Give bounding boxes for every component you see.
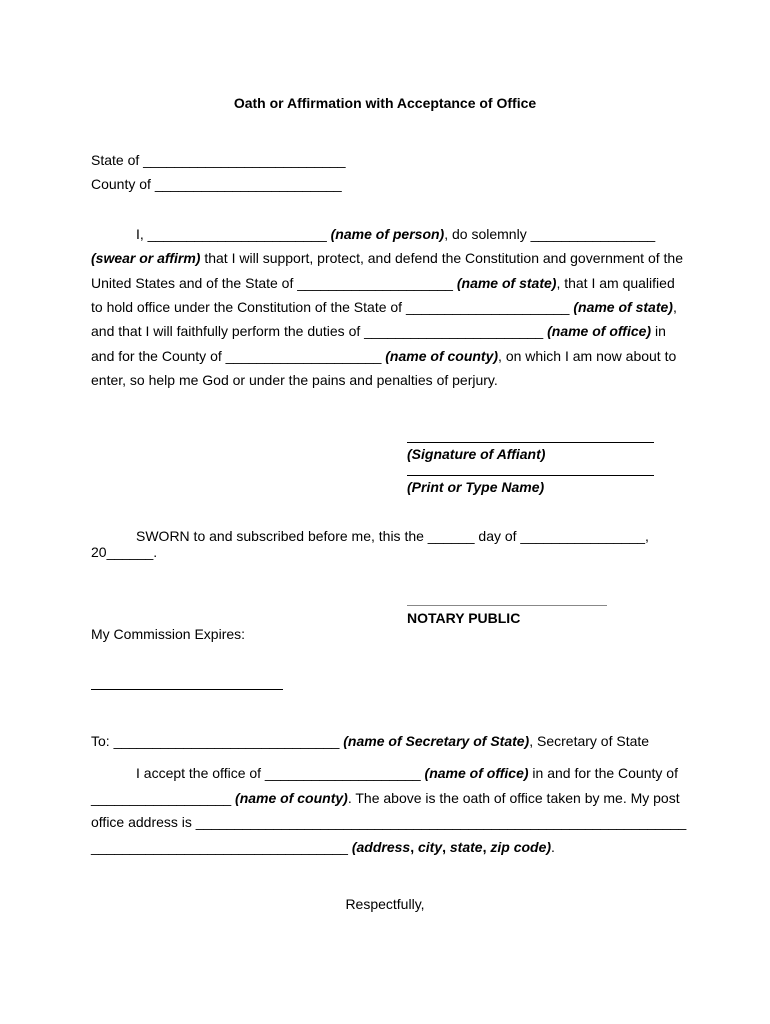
commission-date-line bbox=[91, 689, 283, 690]
notary-public-label: NOTARY PUBLIC bbox=[407, 610, 521, 626]
oath-text: and that I will faithfully perform the duties of _______________________ bbox=[91, 323, 548, 339]
oath-line-4 bbox=[91, 298, 677, 316]
sworn-line-2: 20______. bbox=[91, 544, 158, 560]
oath-text: and for the County of ____________________ bbox=[91, 348, 386, 364]
oath-line-3 bbox=[91, 274, 675, 292]
accept-text: _________________________________ bbox=[91, 839, 352, 855]
signature-line bbox=[407, 442, 654, 443]
oath-field-label: (name of office) bbox=[547, 323, 652, 339]
document-title: Oath or Affirmation with Acceptance of Office bbox=[233, 95, 537, 111]
oath-text: , that I am qualified bbox=[556, 275, 675, 291]
accept-line-2 bbox=[91, 789, 680, 807]
accept-line-3: office address is _______________________________________________________________ bbox=[91, 814, 687, 830]
accept-line-4 bbox=[91, 838, 555, 856]
oath-line-5 bbox=[91, 322, 666, 340]
accept-text: __________________ bbox=[91, 790, 236, 806]
oath-line-2 bbox=[91, 249, 683, 267]
oath-field-label: (name of person) bbox=[330, 226, 445, 242]
oath-field-label: (name of state) bbox=[456, 275, 557, 291]
accept-text: I accept the office of ____________________ bbox=[136, 765, 425, 781]
accept-text: , bbox=[410, 839, 418, 855]
venue-state: State of __________________________ bbox=[91, 152, 346, 168]
to-text: To: _____________________________ bbox=[91, 733, 344, 749]
accept-text: in and for the County of bbox=[528, 765, 678, 781]
print-name-label: (Print or Type Name) bbox=[407, 479, 545, 495]
accept-field-label: city bbox=[417, 839, 443, 855]
oath-line-1 bbox=[136, 225, 655, 243]
oath-text: that I will support, protect, and defend the Constitution and government of the bbox=[200, 250, 683, 266]
oath-field-label: (name of county) bbox=[385, 348, 499, 364]
accept-field-label: (name of office) bbox=[424, 765, 529, 781]
oath-text: I, _______________________ bbox=[136, 226, 331, 242]
accept-text: , bbox=[482, 839, 491, 855]
to-field-label: (name of Secretary of State) bbox=[343, 733, 530, 749]
closing-respectfully: Respectfully, bbox=[345, 896, 425, 912]
to-text: , Secretary of State bbox=[529, 733, 650, 749]
oath-text: , on which I am now about to bbox=[498, 348, 677, 364]
oath-text: , bbox=[672, 299, 677, 315]
oath-text: in bbox=[651, 323, 666, 339]
sworn-line-1: SWORN to and subscribed before me, this the ______ day of ________________, bbox=[136, 528, 649, 544]
to-line bbox=[91, 732, 649, 750]
accept-field-label: (name of county) bbox=[235, 790, 348, 806]
oath-text: , do solemnly ________________ bbox=[444, 226, 656, 242]
oath-field-label: (swear or affirm) bbox=[91, 250, 201, 266]
oath-text: to hold office under the Constitution of the State of _____________________ bbox=[91, 299, 574, 315]
venue-county: County of ________________________ bbox=[91, 176, 342, 192]
accept-text: , bbox=[442, 839, 450, 855]
accept-line-1 bbox=[136, 764, 678, 782]
oath-field-label: (name of state) bbox=[573, 299, 673, 315]
signature-affiant-label: (Signature of Affiant) bbox=[407, 446, 546, 462]
accept-text: . bbox=[551, 839, 555, 855]
accept-field-label: (address bbox=[351, 839, 411, 855]
commission-expires-label: My Commission Expires: bbox=[91, 626, 246, 642]
oath-text: United States and of the State of ____________________ bbox=[91, 275, 457, 291]
accept-field-label: state bbox=[449, 839, 483, 855]
oath-line-6 bbox=[91, 347, 676, 365]
print-name-line bbox=[407, 475, 654, 476]
accept-text: . The above is the oath of office taken by me. My post bbox=[347, 790, 680, 806]
accept-field-label: zip code) bbox=[490, 839, 552, 855]
oath-line-7: enter, so help me God or under the pains and penalties of perjury. bbox=[91, 372, 498, 388]
notary-signature-line bbox=[407, 605, 607, 606]
